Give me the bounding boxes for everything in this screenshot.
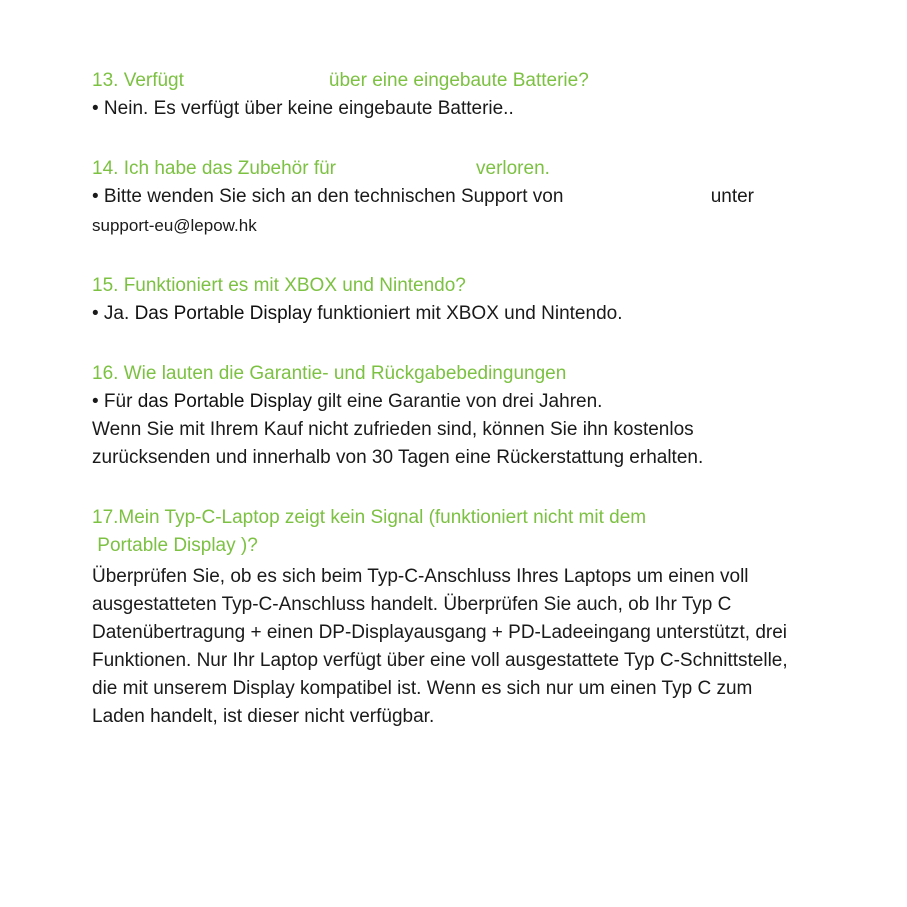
support-email: support-eu@lepow.hk (92, 216, 257, 235)
question-text: verloren. (476, 158, 550, 179)
faq-answer-16 (92, 388, 852, 416)
faq-item-15 (92, 272, 852, 328)
faq-question-16: 16. Wie lauten die Garantie- und Rückgabebedingungen (92, 363, 567, 384)
faq-item-13 (92, 67, 852, 123)
faq-answer-14 (92, 183, 754, 211)
faq-item-14 (92, 155, 852, 239)
faq-item-16 (92, 360, 852, 472)
faq-question-17-line2: Portable Display )? (92, 535, 258, 556)
question-text: 14. Ich habe das Zubehör für (92, 158, 336, 179)
answer-text: • Für (92, 391, 133, 412)
answer-text: unter (710, 186, 754, 207)
answer-text: • Bitte wenden Sie sich an den technischen Support von (92, 186, 564, 207)
answer-text: funktioniert mit XBOX und Nintendo. (317, 303, 623, 324)
product-name: Das Portable Display (134, 303, 312, 324)
answer-text: gilt eine Garantie von drei Jahren. (317, 391, 603, 412)
faq-item-17 (92, 504, 852, 731)
faq-question-17-line1: 17.Mein Typ-C-Laptop zeigt kein Signal (funktioniert nicht mit dem (92, 507, 647, 528)
faq-answer-13: • Nein. Es verfügt über keine eingebaute Batterie.. (92, 98, 514, 119)
answer-text: • Ja. (92, 303, 130, 324)
product-name: das Portable Display (137, 391, 312, 412)
faq-question-13 (92, 67, 852, 95)
faq-question-14 (92, 155, 852, 183)
question-text: 13. Verfügt (92, 70, 184, 91)
faq-answer-15 (92, 300, 852, 328)
faq-question-15: 15. Funktioniert es mit XBOX und Nintendo? (92, 275, 466, 296)
faq-answer-16-more: Wenn Sie mit Ihrem Kauf nicht zufrieden sind, können Sie ihn kostenlos zurücksenden und innerhalb von 30 Tagen eine Rückerstattung erhalten. (92, 419, 704, 468)
faq-answer-17: Überprüfen Sie, ob es sich beim Typ-C-Anschluss Ihres Laptops um einen voll ausgestatteten Typ-C-Anschluss handelt. Überprüfen Sie auch, ob Ihr Typ C Datenübertragung + einen DP-Displayausgang + PD-Ladeeingang unterstützt, drei Funktionen. Nur Ihr Laptop verfügt über eine voll ausgestattete Typ C-Schnittstelle, die mit unserem Display kompatibel ist. Wenn es sich nur um einen Typ C zum Laden handelt, ist dieser nicht verfügbar. (92, 566, 788, 727)
question-text: über eine eingebaute Batterie? (328, 70, 589, 91)
